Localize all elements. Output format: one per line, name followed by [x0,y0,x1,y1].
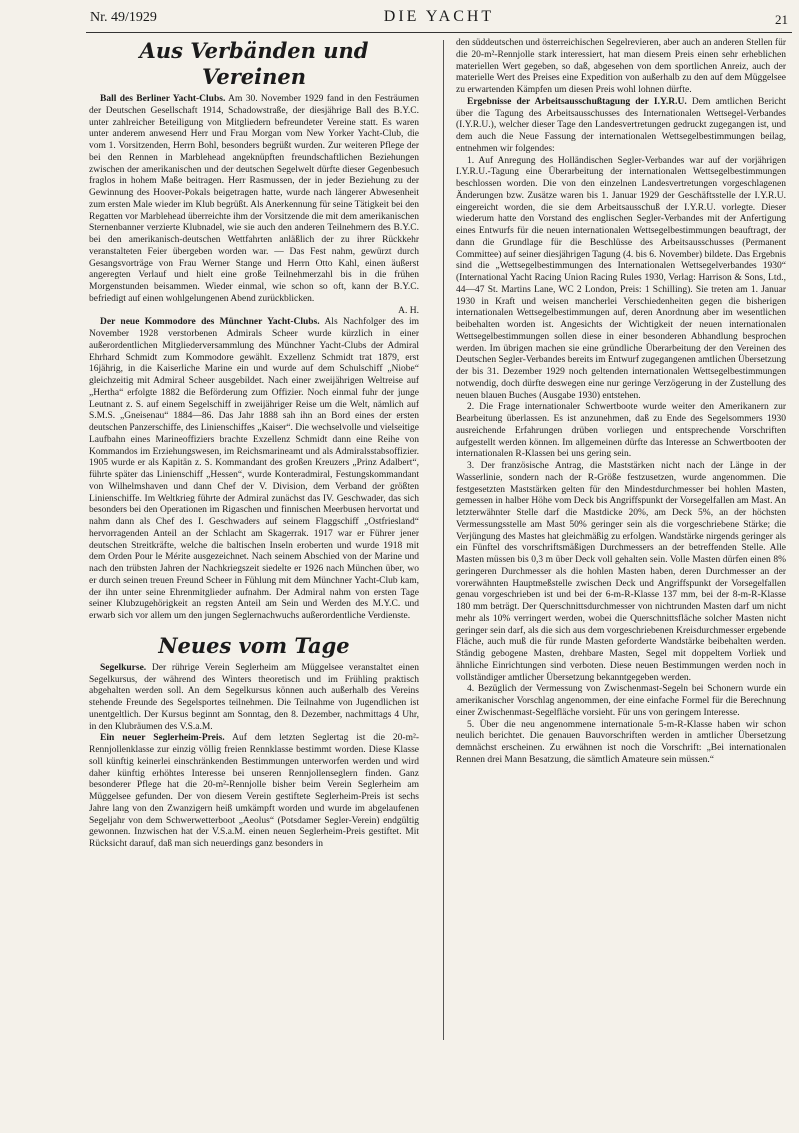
page-number: 21 [775,12,788,27]
article-text: Am 30. November 1929 fand in den Festräumen der Deutschen Gesellschaft 1914, Schadowstraße, der diesjährige Ball des B.Y.C. unter zahlreicher Beteiligung von Mitgliedern befreundeter Vereine statt. Es waren unter anderem anwesend Herr und Frau Morgan vom New Yorker Yacht-Club, die vom 1. Vorsitzenden, Herrn Bohl, besonders begrüßt wurden. Zur weiteren Pflege der bei den Rennen in Marblehead angeknüpften freundschaftlichen Beziehungen zwischen der amerikanischen und der deutschen Segelwelt dürfte dieser Gegenbesuch fraglos in hohem Maße beitragen. Herr Rasmussen, der in jeder Beziehung zu der Gewinnung des Hoover-Pokals beigetragen hatte, wurde nach längerer Abwesenheit zum ersten Male wieder im Klub begrüßt. Als Anerkennung für seine Tätigkeit bei den Regatten vor Marblehead überreichte ihm der Vorsitzende die mit dem amerikanischen Sternenbanner verzierte Klubnadel, wie sie auch den anderen Teilnehmern des B.Y.C. bei den amerikanisch-deutschen Wettfahrten anläßlich der zu ihrer Rückkehr veranstalteten Feier übergeben worden war. — Das Fest nahm, gewürzt durch Gesangsvorträge von Frau Werner Stange und Herrn Otto Kahl, einen äußerst angeregten Verlauf und hielt eine große Teilnehmerzahl bis in die frühen Morgenstunden beisammen. Wieder einmal, wie schon so oft, kann der B.Y.C. befriedigt auf einen wohlgelungenen Abend zurückblicken. [89,94,419,304]
article-text: Als Nachfolger des im November 1928 verstorbenen Admirals Scheer wurde kürzlich in einer außerordentlichen Mitgliederversammlung des Münchner Yacht-Clubs der Admiral Ehrhard Schmidt zum Kommodore gewählt. Exzellenz Schmidt trat 1879, erst 16jährig, in die Kaiserliche Marine ein und wurde auf dem Schulschiff „Niobe“ gleichzeitig mit Admiral Scheer ausgebildet. Nach einer zweijährigen Weltreise auf „Hertha“ erfolgte 1882 die Beförderung zum Offizier. Noch einmal fuhr der junge Leutnant z. S. auf einem Segelschiff in zweijähriger Reise um die Welt, nämlich auf S.M.S. „Gneisenau“ 1884—86. Das Jahr 1888 sah ihn an Bord eines der ersten deutschen Panzerschiffe, des Linienschiffes „Kaiser“. Die wechselvolle und vielseitige Laufbahn eines Marineoffiziers brachte Exzellenz Schmidt dann eine Reihe von Kommandos im Erziehungswesen, im Reichsmarineamt und als Admiralsstabsoffizier. 1905 wurde er als Kapitän z. S. Kommandant des großen Kreuzers „Prinz Adalbert“, führte später das Linienschiff „Hessen“, wurde Konteradmiral, Festungskommandant von Wilhelmshaven und dann Chef der V. Division, dem Verband der größten Linienschiffe. Im Weltkrieg führte der Admiral zunächst das IV. Geschwader, das sich besonders bei den Operationen im Rigaschen und finnischen Meerbusen hervortat und nahm dann als Chef des I. Geschwaders auf seinem Flaggschiff „Ostfriesland“ hervorragenden Anteil an der Schlacht am Skagerrak. 1917 war er Führer jener deutschen Streitkräfte, welche die baltischen Inseln eroberten und wurde 1918 mit dem Orden Pour le Mérite ausgezeichnet. Nach seinem Abschied von der Marine und nach den trübsten Jahren der Nachkriegszeit siedelte er 1926 nach München über, wo er durch seinen treuen Freund Scheer in Fühlung mit dem Münchner Yacht-Club kam, der ihn unter seine Ehrenmitglieder aufnahm. Der Admiral nahm von ersten Tage seiner Klubzugehörigkeit an regsten Anteil am Sein und Werden des M.Y.C. und erwarb sich vor allem um den jungen Seglernachwuchs außerordentliche Verdienste. [89,317,419,621]
list-item: 1. Auf Anregung des Holländischen Segler-Verbandes war auf der vorjährigen I.Y.R.U.-Tagung eine Überarbeitung der internationalen Wettsegelbestimmungen beschlossen worden. Die von den einzelnen Landesvertretungen vorgeschlagenen Änderungen bzw. Zusätze waren bis 1. Januar 1929 der Geschäftsstelle der I.Y.R.U. eingereicht worden, die sie dem Arbeitsausschuß der I.Y.R.U. vorlegte. Dieser wiederum hatte den Vorstand des englischen Segler-Verbandes mit der Anfertigung eines Entwurfs für die neuen internationalen Wettsegelbestimmungen beauftragt, der dann die Grundlage für die Beschlüsse des Arbeitsausschusses (Permanent Committee) auf seiner diesjährigen Tagung (4. bis 6. November) bildete. Das Ergebnis sind die „Wettsegelbestimmungen des Internationalen Wettsegelverbandes 1930“ (International Yacht Racing Union Racing Rules 1930, Verlag: Harrison & Sons, Ltd., 44—47 St. Martins Lane, WC 2 London, Preis: 1 Schilling). Sie treten am 1. Januar 1930 in Kraft und weisen mancherlei Verschiedenheiten gegen die bisherigen internationalen Wettsegelbestimmungen auf, deren Anordnung aber im wesentlichen beibehalten worden ist. Angesichts der Wichtigkeit der neuen internationalen Wettsegelbestimmungen sollen diese in einer besonderen Abhandlung besprochen werden. Im übrigen machen sie eine gründliche Überarbeitung der den Vereinen des Deutschen Segler-Verbandes bereits im Entwurf zugegangenen amtlichen Übersetzung der bis 31. Dezember 1929 noch geltenden internationalen Wettsegelbestimmungen notwendig, doch dürfte deswegen eine nur geringe Verzögerung in der Zustellung des neuen blauen Buches (Ausgabe 1930) entstehen. [456,155,786,401]
article-seglerheim-preis [89,733,419,851]
article-runin: Der neue Kommodore des Münchner Yacht-Clubs. [100,317,320,328]
article-iyru [456,97,786,156]
article-signature: A. H. [398,305,419,316]
header-rule [86,32,792,33]
list-item: 4. Bezüglich der Vermessung von Zwischenmast-Segeln bei Schonern wurde ein amerikanischer Vorschlag angenommen, der eine einfache Formel für die Berechnung einer Zwischenmast-Segelfläche vorsieht. Für uns von geringem Interesse. [456,684,786,718]
list-item: 3. Der französische Antrag, die Maststärken nicht nach der Länge in der Wasserlinie, sondern nach der R-Größe festzusetzen, wurde angenommen. Die festgesetzten Maststärken gelten für den Mindestdurchmesser bei hohlen Masten, gemessen in halber Höhe vom Deck bis Angriffspunkt der Vorsegelfallen am Mast. An letzterwähnter Stelle darf die Mastdicke 20%, am Deck 5%, an der höchsten Vermessungsstelle am Mast 50% geringer sein als die vorgeschriebene Stärke; die Verjüngung des Mastes hat gleichmäßig zu erfolgen. Wandstärke nirgends geringer als ein Fünftel des vorschriftsmäßigen Durchmessers an der betreffenden Stelle. Alle Masten müssen bis 0,3 m über Deck voll gehalten sein. Volle Masten dürfen einen 8% geringeren Durchmesser als die hohlen Masten haben, deren Durchmesser an der vorerwähnten Hauptmeßstelle zwischen Deck und Angriffspunkt der Vorsegelfallen genau vorgeschrieben ist und bei der 6-m-R-Klasse 137 mm, bei der 8-m-R-Klasse 180 mm beträgt. Der Querschnittsdurchmesser von nichtrunden Masten darf um nicht mehr als 10% verringert werden, wobei die Querschnittsfläche solcher Masten nicht geringer sein darf, als die sich aus dem vorgeschriebenen Kreisdurchmesser ergebende Fläche, auch muß die für runde Masten geforderte Wandstärke beibehalten werden. Ständig gebogene Masten, drehbare Masten, Segel mit doppeltem Vorliek und ähnliche Einrichtungen sind verboten. Diese neuen Bestimmungen werden noch in vollständiger amtlicher Übersetzung bekanntgegeben werden. [456,461,786,683]
article-runin: Ball des Berliner Yacht-Clubs. [100,94,226,104]
magazine-title: DIE YACHT [383,8,495,25]
list-item: 5. Über die neu angenommene internationale 5-m-R-Klasse haben wir schon neulich berichtet. Die genauen Bauvorschriften werden in amtlicher Übersetzung demnächst erscheinen. Zu erwähnen ist noch die Vorschrift: „Bei internationalen Rennen drei Mann Besatzung, die sämtlich Amateure sein müssen.“ [456,719,786,765]
left-column [89,38,419,1043]
article-runin: Segelkurse. [100,662,147,673]
issue-number: Nr. 49/1929 [90,10,157,25]
article-continuation: den süddeutschen und österreichischen Segelrevieren, aber auch an anderen Stellen für die 20-m²-Rennjolle stark interessiert, hat man diesem Preis einen sehr erheblichen materiellen Wert gegeben, so daß, abgesehen von dem sportlichen Anreiz, auch der materielle Wert des Preises eine Expedition von außerhalb zu den auf dem Müggelsee zu erwartenden Kämpfen um diesen Preis wohl lohnen dürfte. [456,38,786,95]
section-heading-neues: Neues vom Tage [158,632,350,658]
article-text: Auf dem letzten Seglertag ist die 20-m²-Rennjollenklasse zur einzig völlig freien Rennklasse bestimmt worden. Diese Klasse soll künftig keinerlei einschränkenden Bestimmungen unterworfen werden und wird daher künftig erhöhtes Interesse bei unseren Rennjollenseglern finden. Ganz besonderer Pflege hat die 20-m²-Rennjolle bisher beim Verein Seglerheim am Müggelsee gefunden. Der von diesem Verein gestiftete Seglerheim-Preis ist sechs Jahre lang von den Zwanzigern heiß umkämpft worden und wurde im abgelaufenen Segeljahr von dem Schwerwetterboot „Aeolus“ (Potsdamer Segler-Verein) endgültig gewonnen. Inzwischen hat der V.S.a.M. einen neuen Seglerheim-Preis gestiftet. Mit Rücksicht darauf, daß man sich neuerdings ganz besonders in [89,733,419,849]
article-yacht-club-ball [89,94,419,306]
article-kommodore [89,317,419,623]
page-header [86,8,792,30]
column-divider [443,40,444,1040]
article-text: Dem amtlichen Bericht über die Tagung des Arbeitsausschusses des Internationalen Wettsegel-Verbandes (I.Y.R.U.), welcher dieser Tage den Landesvertretungen gedruckt zugegangen ist, und dem auch die Neue Fassung der internationalen Wettsegelbestimmungen beilag, entnehmen wir folgendes: [456,96,786,154]
article-runin: Ein neuer Seglerheim-Preis. [100,733,225,744]
article-runin: Ergebnisse der Arbeitsausschußtagung der I.Y.R.U. [467,96,687,107]
article-text: Der rührige Verein Seglerheim am Müggelsee veranstaltet einen Segelkursus, der während des Winters theoretisch und im Frühling praktisch abgehalten werden soll. An dem Segelkursus können auch außerhalb des Vereins stehende Freunde des Segelsportes teilnehmen. Die Teilnahme von Jugendlichen ist unentgeltlich. Der Kursus beginnt am Sonntag, den 8. Dezember, nachmittags 4 Uhr, in den Klubräumen des V.S.a.M. [89,662,419,732]
list-item: 2. Die Frage internationaler Schwertboote wurde weiter den Amerikanern zur Bearbeitung überlassen. Es ist anzunehmen, daß zu Ende des Segelsommers 1930 ausreichende Erfahrungen drüben vorliegen und entsprechende Vorschriften aufgestellt werden können. Im allgemeinen dürfte das Interesse an Schwertbooten der internationalen R-Klassen bei uns gering sein. [456,402,786,460]
right-column [456,38,786,1043]
section-heading-verbaende: Aus Verbänden und Vereinen [139,38,369,89]
article-segelkurse [89,663,419,734]
